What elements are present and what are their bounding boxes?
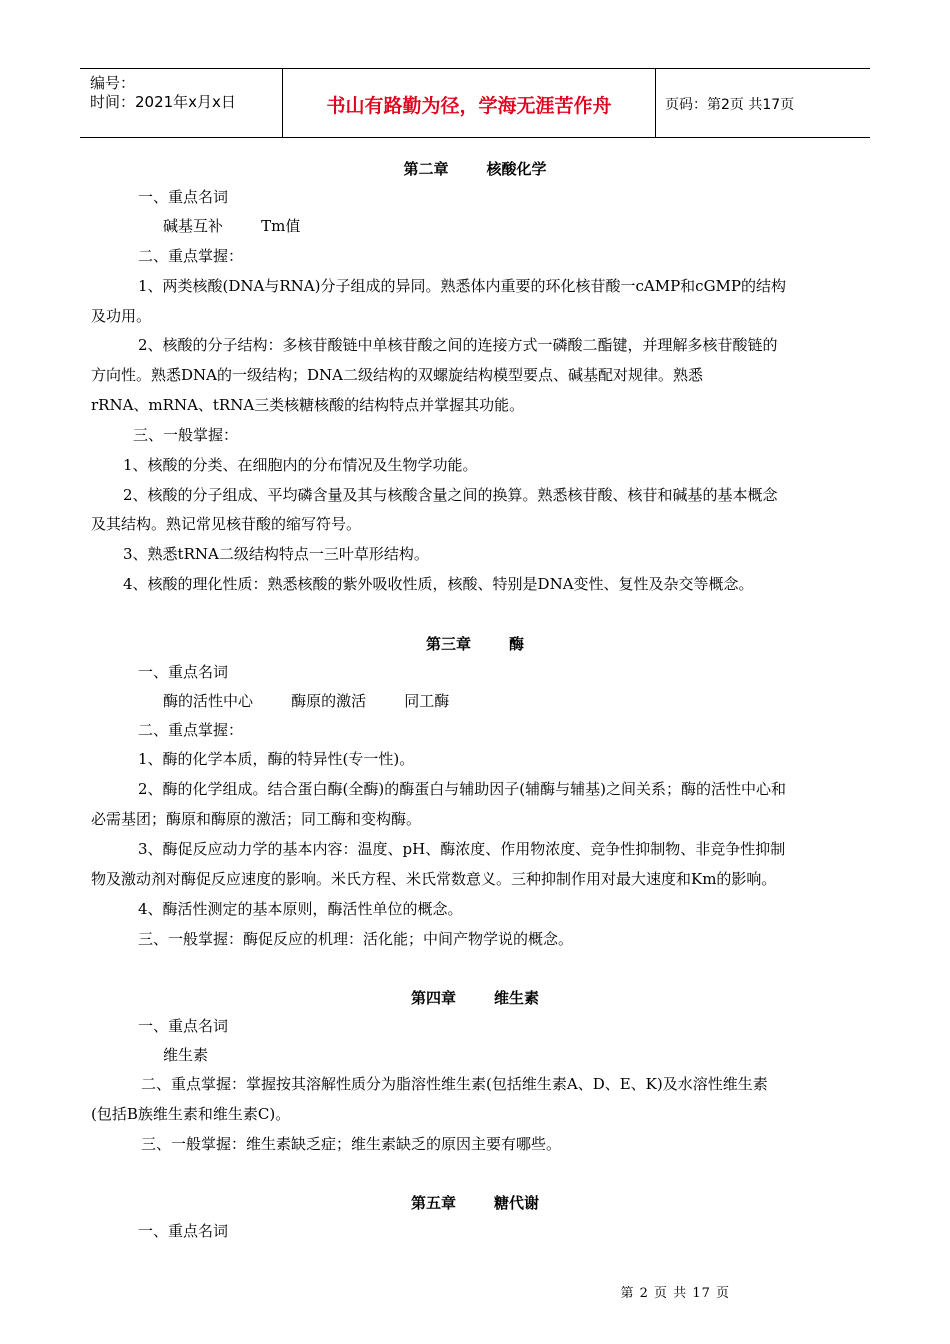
ch3-key-3-line-1: 3、酶促反应动力学的基本内容：温度、pH、酶浓度、作用物浓度、竞争性抑制物、非竞争性抑制	[138, 840, 786, 858]
ch2-heading-2: 二、重点掌握：	[138, 247, 244, 265]
ch4-terms: 维生素	[163, 1046, 209, 1064]
ch2-heading-1: 一、重点名词	[138, 188, 229, 206]
chapter-5-title	[0, 1192, 950, 1213]
number-label: 编号：	[90, 74, 136, 92]
header-center-cell	[282, 69, 656, 137]
ch4-heading-2-line-2: (包括B族维生素和维生素C)。	[91, 1105, 291, 1123]
chapter-5-number: 第五章	[410, 1194, 456, 1212]
chapter-2-number: 第二章	[403, 160, 449, 178]
header-left-cell	[80, 69, 282, 137]
ch4-heading-2-line-1: 二、重点掌握：掌握按其溶解性质分为脂溶性维生素(包括维生素A、D、E、K)及水溶性维生素	[141, 1075, 768, 1093]
ch4-heading-3: 三、一般掌握：维生素缺乏症；维生素缺乏的原因主要有哪些。	[141, 1135, 562, 1153]
ch2-general-3: 3、熟悉tRNA二级结构特点一三叶草形结构。	[123, 545, 429, 563]
page-header	[80, 68, 870, 138]
chapter-4-name: 维生素	[494, 989, 540, 1007]
header-right-cell	[655, 69, 870, 137]
chapter-3-title	[0, 633, 950, 654]
ch2-key-1-line-1: 1、两类核酸(DNA与RNA)分子组成的异同。熟悉体内重要的环化核苷酸一cAMP和cGMP的结构	[138, 277, 787, 295]
ch2-key-2-line-1: 2、核酸的分子结构：多核苷酸链中单核苷酸之间的连接方式一磷酸二酯键，并理解多核苷酸链的	[138, 336, 778, 354]
chapter-3-name: 酶	[509, 635, 525, 653]
chapter-5-name: 糖代谢	[494, 1194, 540, 1212]
ch2-heading-3: 三、一般掌握：	[133, 426, 239, 444]
ch2-key-2-line-2: 方向性。熟悉DNA的一级结构；DNA二级结构的双螺旋结构模型要点、碱基配对规律。熟悉	[91, 366, 703, 384]
ch3-heading-1: 一、重点名词	[138, 663, 229, 681]
ch3-key-2-line-1: 2、酶的化学组成。结合蛋白酶(全酶)的酶蛋白与辅助因子(辅酶与辅基)之间关系；酶的活性中心和	[138, 780, 786, 798]
chapter-3-number: 第三章	[425, 635, 471, 653]
ch3-key-2-line-2: 必需基团；酶原和酶原的激活；同工酶和变构酶。	[91, 810, 422, 828]
ch3-heading-3: 三、一般掌握：酶促反应的机理：活化能；中间产物学说的概念。	[138, 930, 574, 948]
ch2-key-2-line-3: rRNA、mRNA、tRNA三类核糖核酸的结构特点并掌握其功能。	[91, 396, 525, 414]
motto: 书山有路勤为径，学海无涯苦作舟	[326, 95, 612, 117]
page-footer: 第 2 页 共 17 页	[620, 1286, 730, 1301]
chapter-4-title	[0, 987, 950, 1008]
ch4-heading-1: 一、重点名词	[138, 1017, 229, 1035]
ch2-general-4: 4、核酸的理化性质：熟悉核酸的紫外吸收性质，核酸、特别是DNA变性、复性及杂交等概念。	[123, 575, 754, 593]
ch3-key-1: 1、酶的化学本质，酶的特异性(专一性)。	[138, 750, 415, 768]
chapter-2-title	[0, 158, 950, 179]
chapter-4-number: 第四章	[410, 989, 456, 1007]
ch3-key-4: 4、酶活性测定的基本原则，酶活性单位的概念。	[138, 900, 463, 918]
time-label: 时间：2021年x月x日	[90, 93, 236, 111]
ch2-general-1: 1、核酸的分类、在细胞内的分布情况及生物学功能。	[123, 456, 478, 474]
ch3-key-3-line-2: 物及激动剂对酶促反应速度的影响。米氏方程、米氏常数意义。三种抑制作用对最大速度和Km的影响。	[91, 870, 777, 888]
ch2-terms: 碱基互补 Tm值	[163, 217, 301, 235]
ch3-heading-2: 二、重点掌握：	[138, 721, 244, 739]
ch5-heading-1: 一、重点名词	[138, 1222, 229, 1240]
ch2-general-2-line-1: 2、核酸的分子组成、平均磷含量及其与核酸含量之间的换算。熟悉核苷酸、核苷和碱基的基本概念	[123, 486, 778, 504]
page-label: 页码：第2页 共17页	[665, 97, 795, 113]
chapter-2-name: 核酸化学	[486, 160, 547, 178]
ch2-key-1-line-2: 及功用。	[91, 307, 152, 325]
ch2-general-2-line-2: 及其结构。熟记常见核苷酸的缩写符号。	[91, 515, 362, 533]
ch3-terms: 酶的活性中心 酶原的激活 同工酶	[163, 692, 450, 710]
